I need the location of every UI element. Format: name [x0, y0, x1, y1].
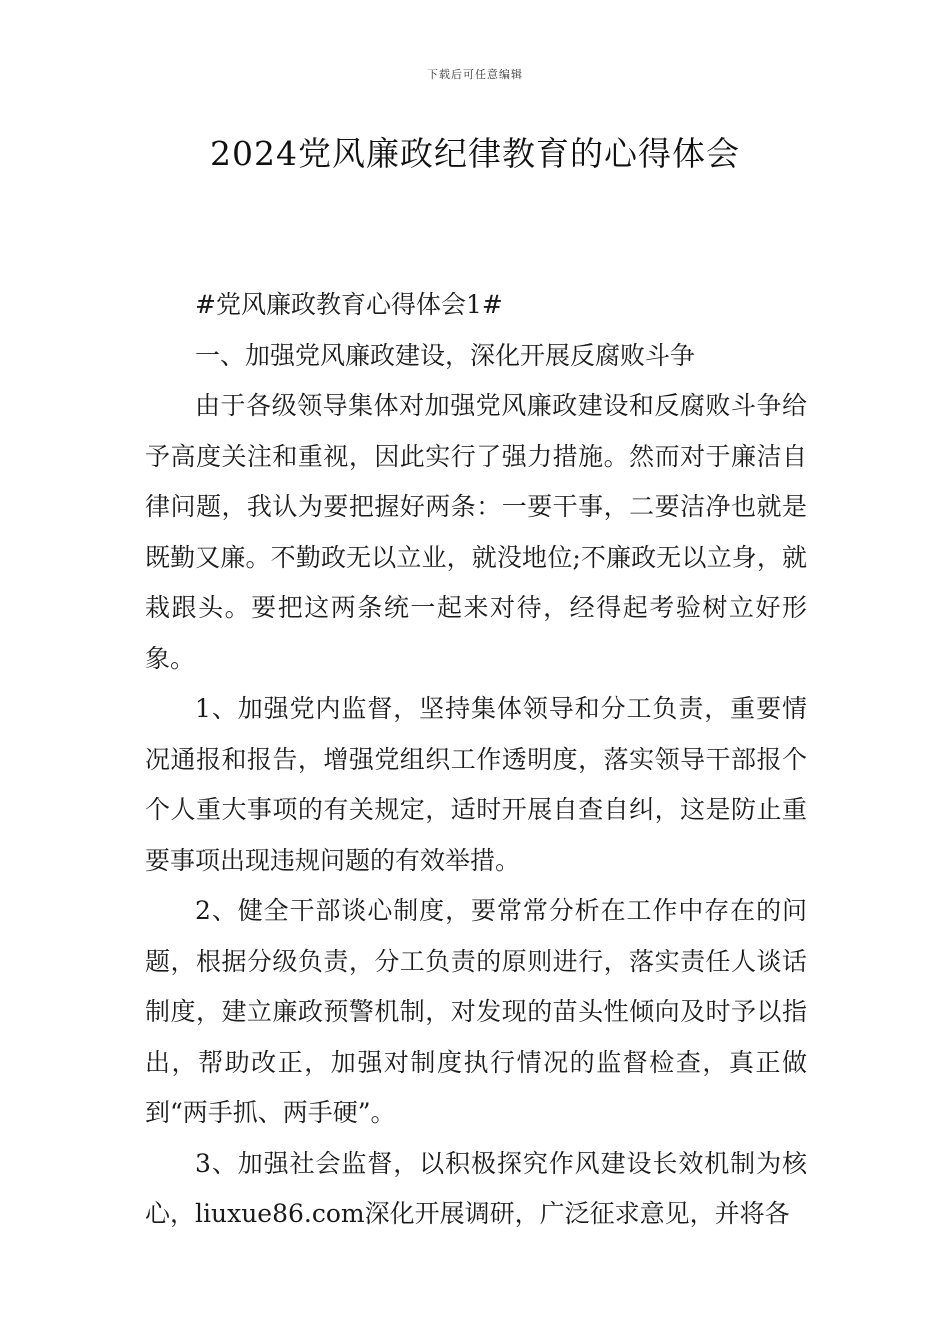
paragraph: 2、健全干部谈心制度，要常常分析在工作中存在的问题，根据分级负责，分工负责的原则进行，落实责任人谈话制度，建立廉政预警机制，对发现的苗头性倾向及时予以指出，帮助改正，加强对制度执行情况的监督检查，真正做到“两手抓、两手硬”。 [145, 896, 807, 1127]
header-note: 下载后可任意编辑 [427, 68, 523, 81]
paragraph: 1、加强党内监督，坚持集体领导和分工负责，重要情况通报和报告，增强党组织工作透明度，落实领导干部报个个人重大事项的有关规定，适时开展自查自纠，这是防止重要事项出现违规问题的有效举措。 [145, 694, 807, 875]
document-title: 2024党风廉政纪律教育的心得体会 [210, 134, 740, 173]
paragraph: 3、加强社会监督，以积极探究作风建设长效机制为核心，liuxue86.com深化开展调研，广泛征求意见，并将各 [145, 1148, 807, 1228]
document-body [145, 280, 807, 1240]
section-heading: #党风廉政教育心得体会1# [195, 290, 503, 319]
paragraph: 由于各级领导集体对加强党风廉政建设和反腐败斗争给予高度关注和重视，因此实行了强力措施。然而对于廉洁自律问题，我认为要把握好两条：一要干事，二要洁净也就是既勤又廉。不勤政无以立业，就没地位;不廉政无以立身，就栽跟头。要把这两条统一起来对待，经得起考验树立好形象。 [145, 391, 807, 673]
subheading: 一、加强党风廉政建设，深化开展反腐败斗争 [195, 340, 696, 370]
